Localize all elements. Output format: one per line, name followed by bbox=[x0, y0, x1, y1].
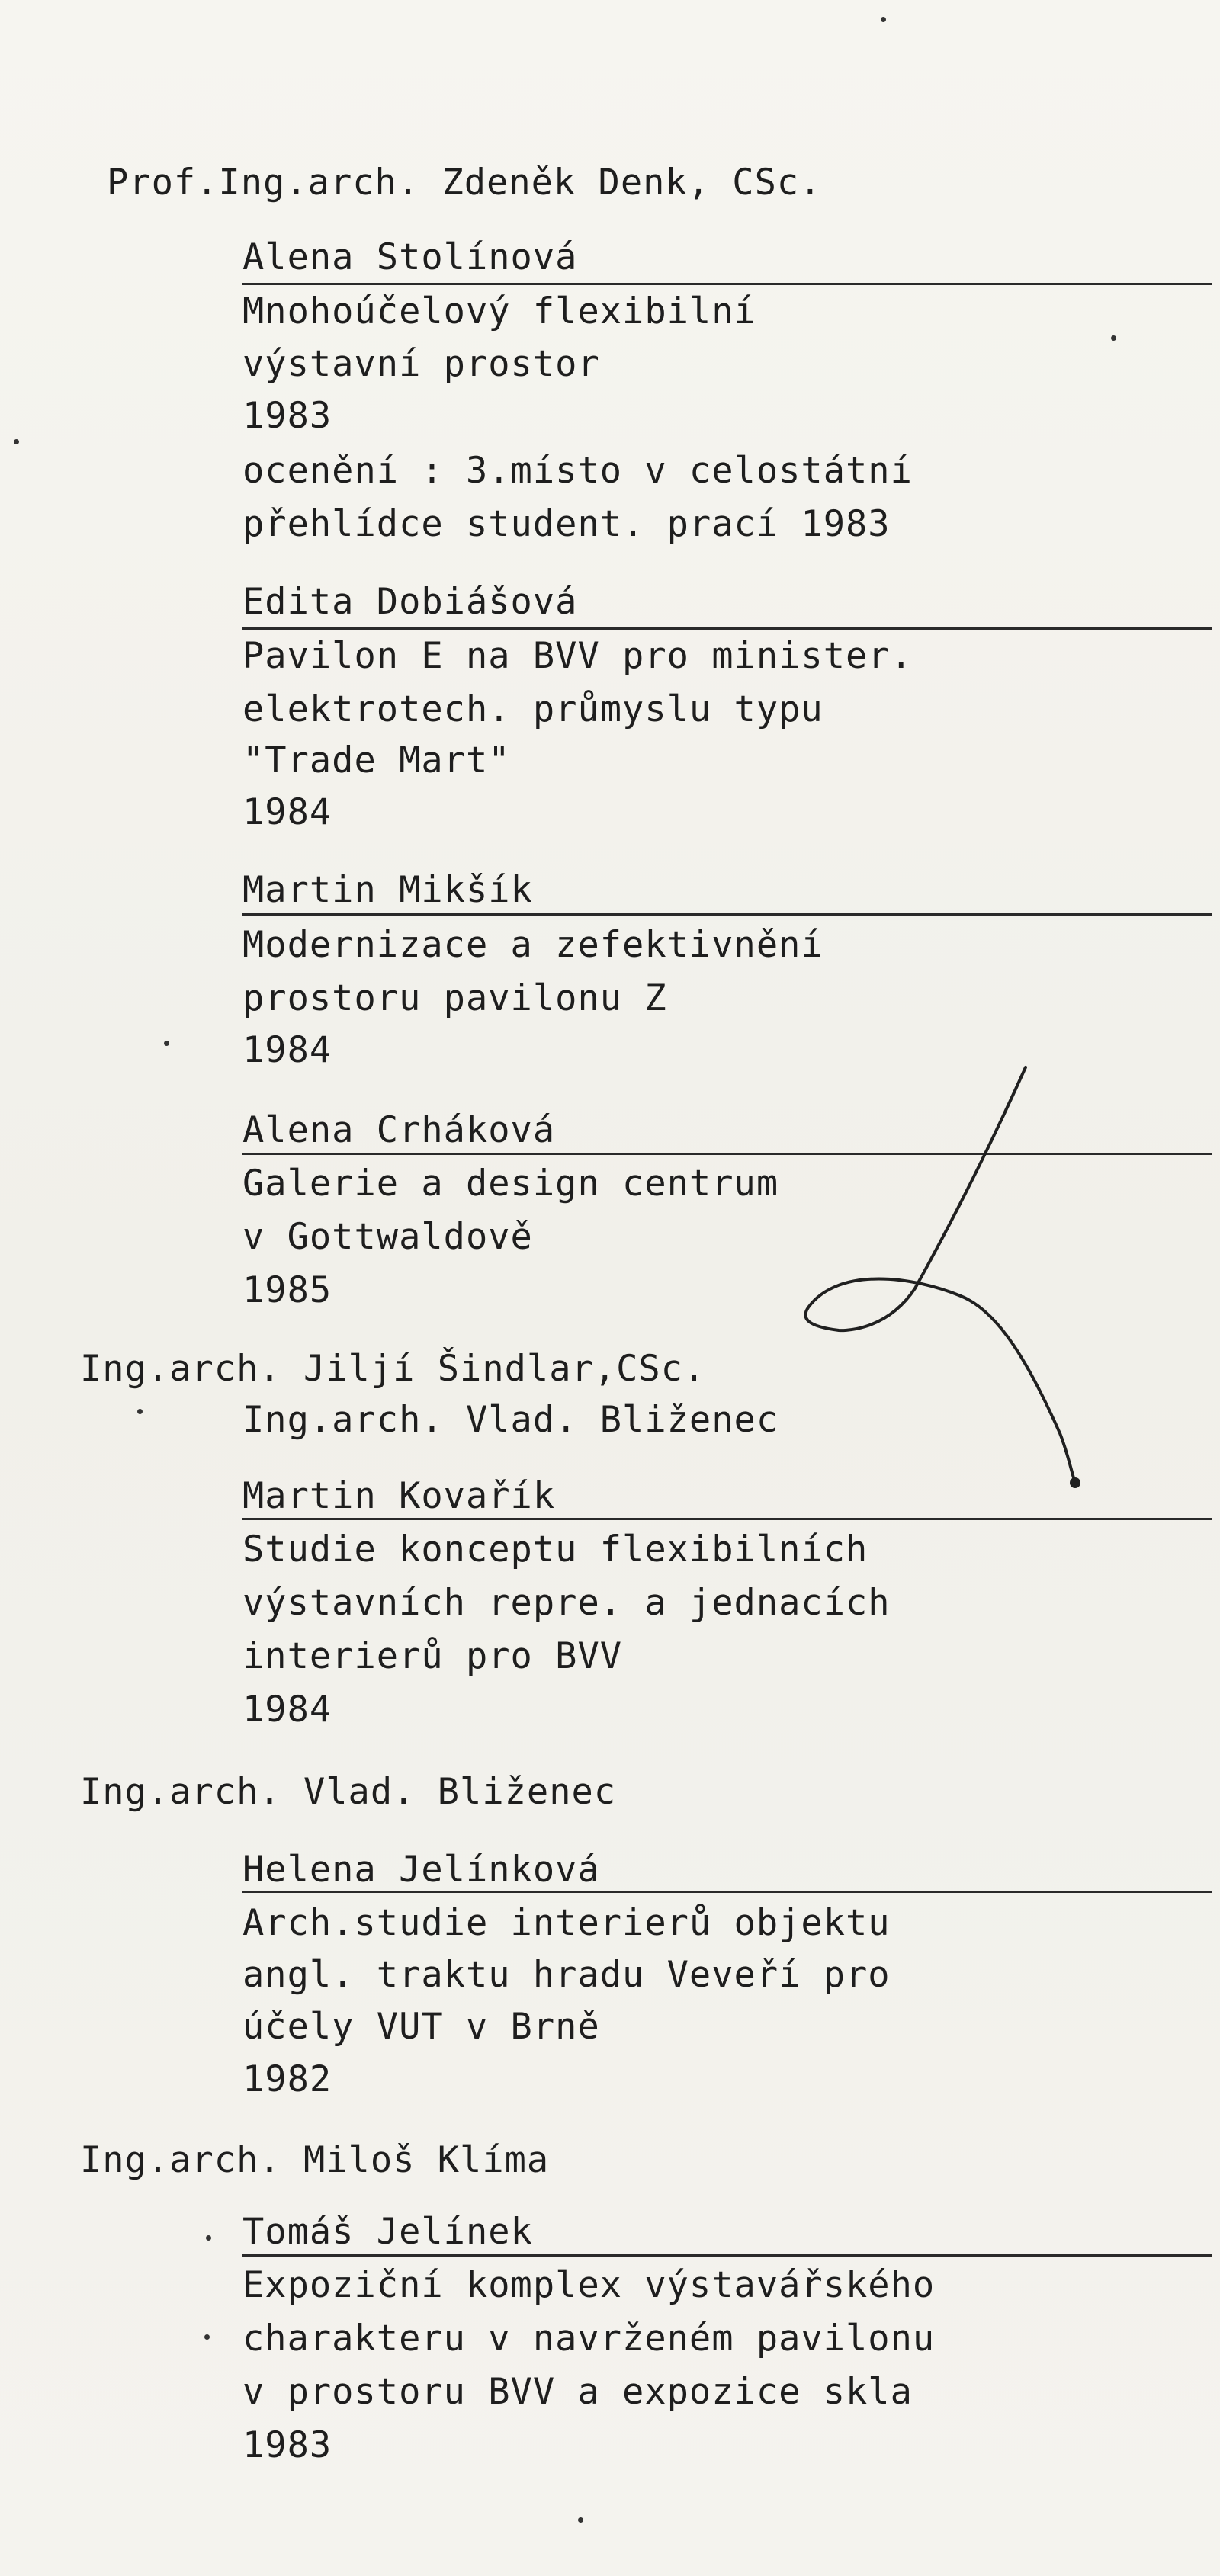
student-name: Alena Stolínová bbox=[242, 236, 578, 278]
project-line: Arch.studie interierů objektu bbox=[242, 1902, 891, 1944]
project-year: 1984 bbox=[242, 1689, 332, 1731]
supervisor-heading: Prof.Ing.arch. Zdeněk Denk, CSc. bbox=[107, 162, 822, 204]
student-name: Alena Crháková bbox=[242, 1109, 556, 1151]
project-line: Mnohoúčelový flexibilní bbox=[242, 290, 756, 332]
project-line: prostoru pavilonu Z bbox=[242, 977, 667, 1019]
supervisor-heading-secondary: Ing.arch. Vlad. Bliženec bbox=[242, 1399, 779, 1441]
project-line: angl. traktu hradu Veveří pro bbox=[242, 1954, 891, 1996]
project-line: Modernizace a zefektivnění bbox=[242, 924, 824, 966]
student-name: Edita Dobiášová bbox=[242, 581, 578, 623]
project-line: charakteru v navrženém pavilonu bbox=[242, 2318, 936, 2359]
project-line: účely VUT v Brně bbox=[242, 2006, 600, 2048]
project-line: přehlídce student. prací 1983 bbox=[242, 503, 891, 545]
supervisor-heading: Ing.arch. Jiljí Šindlar,CSc. bbox=[80, 1348, 706, 1390]
project-year: 1983 bbox=[242, 2424, 332, 2466]
project-year: 1985 bbox=[242, 1269, 332, 1311]
project-line: Studie konceptu flexibilních bbox=[242, 1529, 868, 1570]
project-line: výstavních repre. a jednacích bbox=[242, 1582, 891, 1624]
project-line: Galerie a design centrum bbox=[242, 1163, 779, 1205]
project-year: 1984 bbox=[242, 1029, 332, 1071]
project-line: "Trade Mart" bbox=[242, 739, 511, 781]
project-year: 1983 bbox=[242, 395, 332, 437]
project-line: Expoziční komplex výstavářského bbox=[242, 2264, 936, 2306]
project-line: v Gottwaldově bbox=[242, 1216, 533, 1258]
student-name: Helena Jelínková bbox=[242, 1849, 600, 1891]
project-line: interierů pro BVV bbox=[242, 1635, 623, 1677]
project-line: výstavní prostor bbox=[242, 343, 600, 385]
project-line: ocenění : 3.místo v celostátní bbox=[242, 450, 913, 492]
project-year: 1982 bbox=[242, 2058, 332, 2100]
project-line: Pavilon E na BVV pro minister. bbox=[242, 635, 913, 677]
student-name: Tomáš Jelínek bbox=[242, 2211, 533, 2253]
supervisor-heading: Ing.arch. Miloš Klíma bbox=[80, 2139, 550, 2181]
student-name: Martin Mikšík bbox=[242, 869, 533, 911]
project-line: v prostoru BVV a expozice skla bbox=[242, 2371, 913, 2413]
project-year: 1984 bbox=[242, 791, 332, 833]
project-line: elektrotech. průmyslu typu bbox=[242, 688, 824, 730]
student-name: Martin Kovařík bbox=[242, 1475, 556, 1517]
supervisor-heading: Ing.arch. Vlad. Bliženec bbox=[80, 1771, 617, 1813]
